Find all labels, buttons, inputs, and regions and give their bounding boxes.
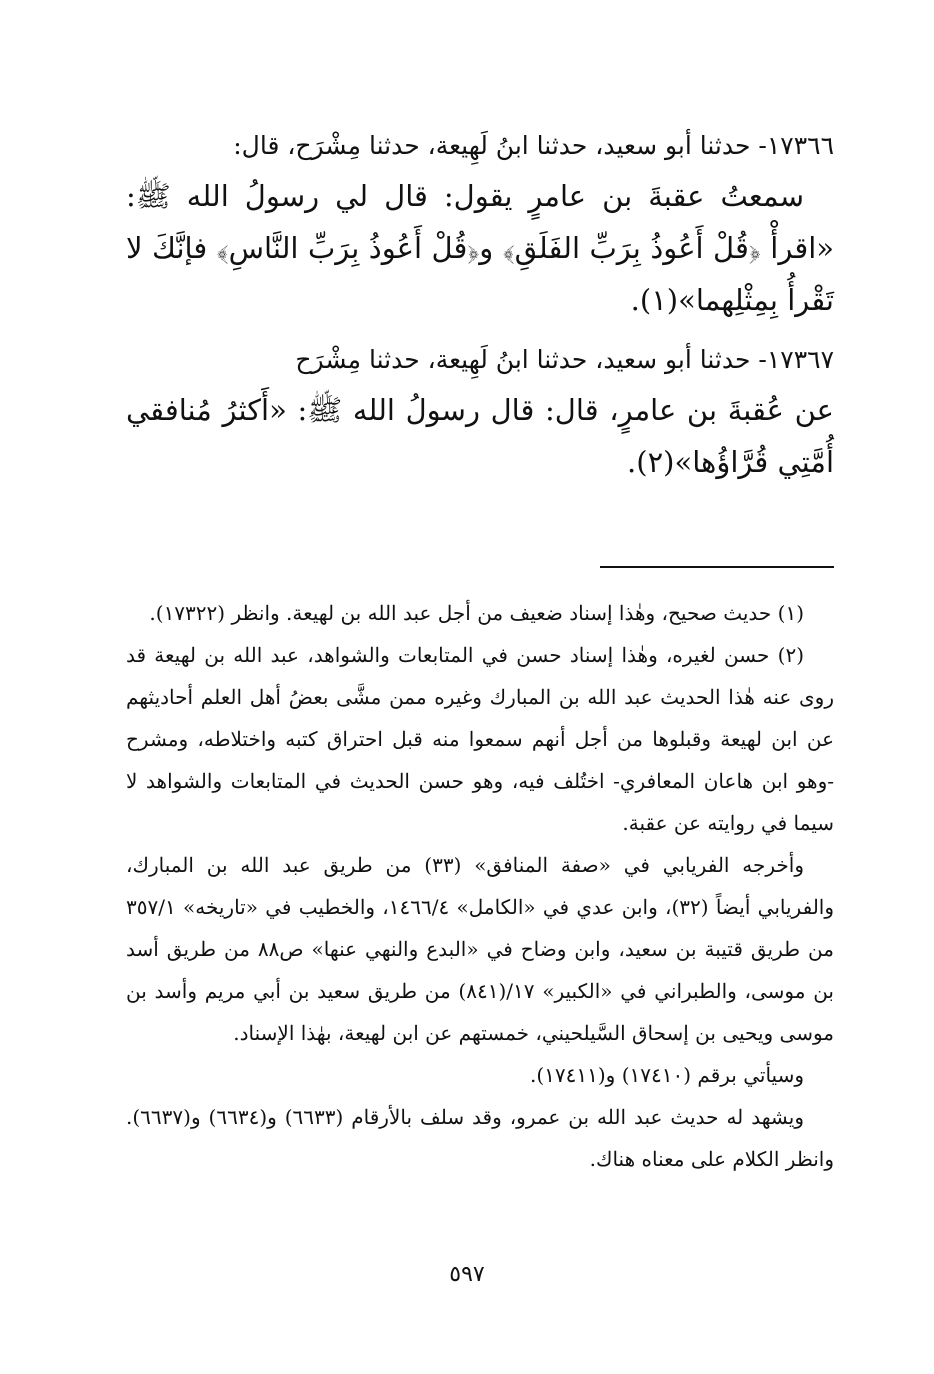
footnotes [126, 592, 834, 1180]
hadith-17366-text: سمعتُ عقبةَ بن عامرٍ يقول: قال لي رسولُ الله ﷺ: «اقرأْ ﴿قُلْ أَعُوذُ بِرَبِّ الفَلَقِ﴾ و﴿قُلْ أَعُوذُ بِرَبِّ النَّاسِ﴾ فإنَّكَ لا تَقْرأُ بِمِثْلِهما»(١). [126, 179, 834, 317]
footnote-separator [600, 566, 834, 568]
footnote-2-see-also: وسيأتي برقم (١٧٤١٠) و(١٧٤١١). [529, 1063, 804, 1087]
footnote-2: (٢) حسن لغيره، وهٰذا إسناد حسن في المتابعات والشواهد، عبد الله بن لهيعة قد روى عنه هٰذا الحديث عبد الله بن المبارك وغيره ممن مشَّى بعضُ أهل العلم أحاديثهم عن ابن لهيعة وقبلوها من أجل أنهم سمعوا منه قبل احتراق كتبه واختلاطه، ومشرح -وهو ابن هاعان المعافري- اختُلف فيه، وهو حسن الحديث في المتابعات والشواهد لا سيما في روايته عن عقبة. [126, 643, 834, 835]
hadith-17367-head: ١٧٣٦٧- حدثنا أبو سعيد، حدثنا ابنُ لَهِيعة، حدثنا مِشْرَح [295, 345, 834, 374]
page-number: ٥٩٧ [449, 1262, 485, 1287]
hadith-17367-text: عن عُقبةَ بن عامرٍ، قال: قال رسولُ الله ﷺ: «أَكثرُ مُنافقي أُمَّتِي قُرَّاؤُها»(٢). [126, 393, 834, 479]
footnote-2-witness: ويشهد له حديث عبد الله بن عمرو، وقد سلف بالأرقام (٦٦٣٣) و(٦٦٣٤) و(٦٦٣٧). وانظر الكلام على معناه هناك. [126, 1105, 834, 1171]
footnote-1: (١) حديث صحيح، وهٰذا إسناد ضعيف من أجل عبد الله بن لهيعة. وانظر (١٧٣٢٢). [149, 601, 804, 625]
main-text [126, 122, 834, 488]
hadith-17366-head: ١٧٣٦٦- حدثنا أبو سعيد، حدثنا ابنُ لَهِيعة، حدثنا مِشْرَح، قال: [233, 131, 834, 160]
footnote-2-takhrij: وأخرجه الفريابي في «صفة المنافق» (٣٣) من طريق عبد الله بن المبارك، والفريابي أيضاً (٣٢)، وابن عدي في «الكامل» ١٤٦٦/٤، والخطيب في «تاريخه» ٣٥٧/١ من طريق قتيبة بن سعيد، وابن وضاح في «البدع والنهي عنها» ص٨٨ من طريق أسد بن موسى، والطبراني في «الكبير» ١٧/(٨٤١) من طريق سعيد بن أبي مريم وأسد بن موسى ويحيى بن إسحاق السَّيلحيني، خمستهم عن ابن لهيعة، بهٰذا الإسناد. [126, 853, 835, 1045]
